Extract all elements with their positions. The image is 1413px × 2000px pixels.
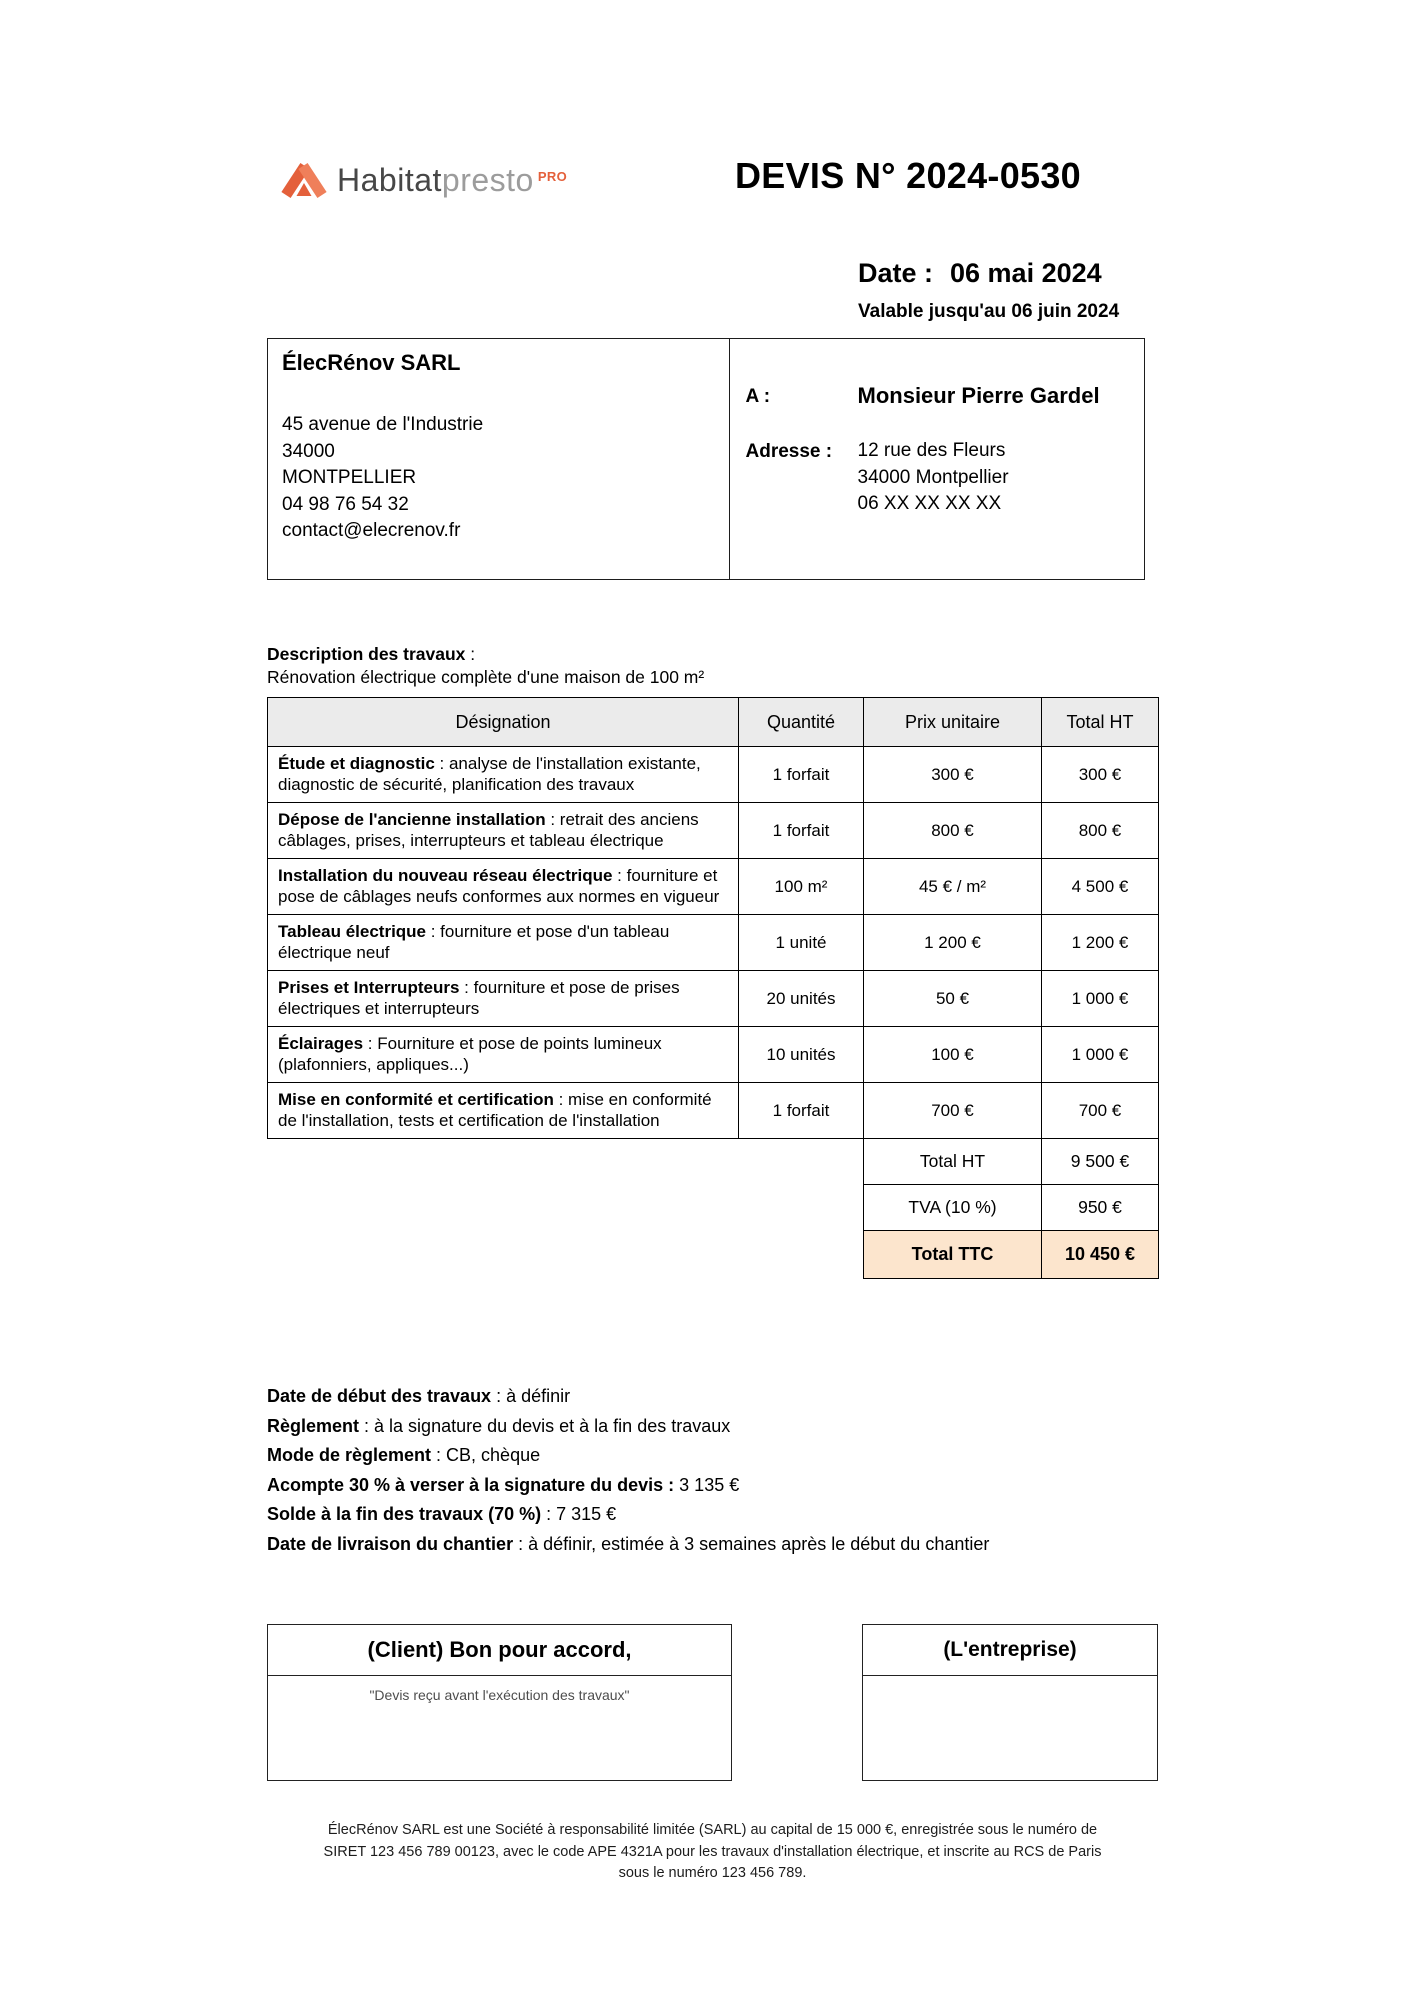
- client-name-row: [746, 383, 1129, 409]
- term-value: : à définir: [491, 1386, 571, 1406]
- item-quantity: 1 forfait: [739, 747, 864, 803]
- works-description-colon: :: [465, 644, 476, 664]
- item-total: 700 €: [1042, 1083, 1159, 1139]
- term-delivery-date: [267, 1535, 989, 1555]
- company-address-line: MONTPELLIER: [282, 467, 417, 488]
- term-label: Règlement: [267, 1415, 360, 1436]
- logo-word-habitat: Habitat: [337, 161, 442, 198]
- item-detail: : mise en conformité de l'installation, tests et certification de l'installation: [278, 1090, 712, 1130]
- company-box: [267, 338, 730, 580]
- parties-section: [267, 338, 1145, 580]
- company-name: ÉlecRénov SARL: [282, 350, 461, 375]
- item-total: 800 €: [1042, 803, 1159, 859]
- item-detail: : fourniture et pose de câblages neufs conformes aux normes en vigueur: [278, 866, 720, 906]
- tva-value: 950 €: [1042, 1185, 1159, 1231]
- column-header-quantity: Quantité: [739, 698, 864, 747]
- item-unit-price: 50 €: [864, 971, 1042, 1027]
- item-row: [268, 803, 1159, 859]
- column-header-designation: Désignation: [268, 698, 739, 747]
- term-value: : CB, chèque: [431, 1445, 541, 1465]
- total-ttc-value: 10 450 €: [1042, 1231, 1159, 1279]
- item-unit-price: 100 €: [864, 1027, 1042, 1083]
- item-row: [268, 971, 1159, 1027]
- validity-note: Valable jusqu'au 06 juin 2024: [858, 301, 1120, 322]
- habitatpresto-arrow-icon: [280, 156, 328, 204]
- client-signature-title: (Client) Bon pour accord,: [268, 1625, 731, 1676]
- item-unit-price: 45 € / m²: [864, 859, 1042, 915]
- term-label: Mode de règlement: [267, 1445, 432, 1465]
- client-address-row: [746, 438, 1129, 518]
- term-payment-method: [267, 1446, 989, 1466]
- legal-footer-line: ÉlecRénov SARL est une Société à responsabilité limitée (SARL) au capital de 15 000 €, enregistrée sous le numéro de: [327, 1822, 1098, 1838]
- totals-spacer: [268, 1185, 864, 1231]
- term-start-date: [267, 1387, 989, 1407]
- date-label: Date :: [858, 258, 934, 288]
- tva-label: TVA (10 %): [864, 1185, 1042, 1231]
- legal-footer: [267, 1820, 1158, 1885]
- logo-wordmark: [337, 162, 567, 199]
- legal-footer-line: SIRET 123 456 789 00123, avec le code APE 4321A pour les travaux d'installation électrique, et inscrite au RCS de Paris: [323, 1843, 1102, 1860]
- item-row: [268, 1027, 1159, 1083]
- item-unit-price: 700 €: [864, 1083, 1042, 1139]
- item-title: Mise en conformité et certification: [278, 1090, 554, 1109]
- term-label: Date de début des travaux: [267, 1386, 492, 1406]
- item-row: [268, 1083, 1159, 1139]
- term-label: Date de livraison du chantier: [267, 1533, 514, 1554]
- works-description-label-line: [267, 643, 704, 666]
- legal-footer-line: sous le numéro 123 456 789.: [618, 1865, 807, 1881]
- item-total: 1 200 €: [1042, 915, 1159, 971]
- item-title: Tableau électrique: [278, 922, 427, 941]
- term-value: 3 135 €: [674, 1474, 740, 1495]
- item-unit-price: 300 €: [864, 747, 1042, 803]
- term-label: Acompte 30 % à verser à la signature du devis :: [267, 1474, 675, 1495]
- item-quantity: 1 forfait: [739, 803, 864, 859]
- item-total: 1 000 €: [1042, 1027, 1159, 1083]
- term-value: : 7 315 €: [541, 1504, 617, 1524]
- company-signature-title: (L'entreprise): [863, 1625, 1157, 1676]
- items-table: [267, 697, 1159, 1279]
- item-title: Dépose de l'ancienne installation: [278, 810, 546, 829]
- item-row: [268, 915, 1159, 971]
- total-ttc-label: Total TTC: [864, 1231, 1042, 1279]
- company-address-line: 34000: [282, 440, 335, 462]
- term-label: Solde à la fin des travaux (70 %): [267, 1504, 542, 1524]
- item-detail: : fourniture et pose d'un tableau électrique neuf: [278, 922, 670, 962]
- date-line: [858, 258, 1102, 289]
- logo-word-presto: presto: [441, 161, 534, 198]
- company-phone: 04 98 76 54 32: [282, 493, 409, 515]
- client-address-line: 34000 Montpellier: [857, 466, 1009, 488]
- terms-section: [267, 1387, 989, 1564]
- items-header-row: [268, 698, 1159, 747]
- company-signature-box: [862, 1624, 1158, 1781]
- item-designation: [268, 859, 739, 915]
- total-ht-value: 9 500 €: [1042, 1139, 1159, 1185]
- client-name: Monsieur Pierre Gardel: [857, 383, 1100, 408]
- item-detail: : fourniture et pose de prises électriques et interrupteurs: [278, 978, 680, 1018]
- term-value: : à définir, estimée à 3 semaines après le début du chantier: [513, 1533, 990, 1554]
- item-total: 300 €: [1042, 747, 1159, 803]
- item-detail: : analyse de l'installation existante, diagnostic de sécurité, planification des travaux: [278, 754, 701, 794]
- item-designation: [268, 971, 739, 1027]
- item-title: Prises et Interrupteurs: [278, 978, 460, 997]
- item-designation: [268, 803, 739, 859]
- item-quantity: 20 unités: [739, 971, 864, 1027]
- total-ht-row: [268, 1139, 1159, 1185]
- item-row: [268, 859, 1159, 915]
- item-total: 1 000 €: [1042, 971, 1159, 1027]
- total-ht-label: Total HT: [864, 1139, 1042, 1185]
- document-title: DEVIS N° 2024-0530: [735, 155, 1081, 196]
- item-quantity: 1 forfait: [739, 1083, 864, 1139]
- company-address-line: 45 avenue de l'Industrie: [282, 414, 484, 435]
- address-label: Adresse :: [745, 441, 833, 462]
- client-address-line: 12 rue des Fleurs: [857, 440, 1006, 461]
- client-signature-box: [267, 1624, 732, 1781]
- client-box: [729, 338, 1146, 580]
- to-label: A :: [745, 386, 771, 407]
- item-detail: : retrait des anciens câblages, prises, interrupteurs et tableau électrique: [278, 810, 699, 850]
- logo-pro-badge: PRO: [537, 168, 568, 184]
- term-balance: [267, 1505, 989, 1525]
- item-title: Éclairages: [278, 1034, 364, 1053]
- item-title: Installation du nouveau réseau électrique: [278, 866, 613, 885]
- item-designation: [268, 1083, 739, 1139]
- totals-spacer: [268, 1139, 864, 1185]
- item-quantity: 1 unité: [739, 915, 864, 971]
- works-description: [267, 643, 704, 689]
- total-ttc-row: [268, 1231, 1159, 1279]
- item-unit-price: 1 200 €: [864, 915, 1042, 971]
- term-value: : à la signature du devis et à la fin des travaux: [359, 1415, 731, 1436]
- item-quantity: 100 m²: [739, 859, 864, 915]
- company-email: contact@elecrenov.fr: [282, 520, 461, 541]
- item-total: 4 500 €: [1042, 859, 1159, 915]
- item-quantity: 10 unités: [739, 1027, 864, 1083]
- item-designation: [268, 1027, 739, 1083]
- client-phone: 06 XX XX XX XX: [857, 493, 1002, 514]
- term-payment: [267, 1417, 989, 1437]
- item-detail: : Fourniture et pose de points lumineux (plafonniers, appliques...): [278, 1034, 662, 1074]
- column-header-total-ht: Total HT: [1042, 698, 1159, 747]
- item-unit-price: 800 €: [864, 803, 1042, 859]
- item-title: Étude et diagnostic: [278, 754, 435, 773]
- works-description-text: Rénovation électrique complète d'une maison de 100 m²: [267, 667, 705, 687]
- client-signature-note: "Devis reçu avant l'exécution des travaux": [369, 1687, 630, 1703]
- works-description-label: Description des travaux: [267, 644, 466, 664]
- term-deposit: [267, 1476, 989, 1496]
- habitatpresto-logo: [280, 156, 567, 204]
- client-address: [858, 438, 1009, 518]
- item-designation: [268, 915, 739, 971]
- item-row: [268, 747, 1159, 803]
- totals-spacer: [268, 1231, 864, 1279]
- tva-row: [268, 1185, 1159, 1231]
- column-header-unit-price: Prix unitaire: [864, 698, 1042, 747]
- date-value: 06 mai 2024: [950, 258, 1102, 288]
- item-designation: [268, 747, 739, 803]
